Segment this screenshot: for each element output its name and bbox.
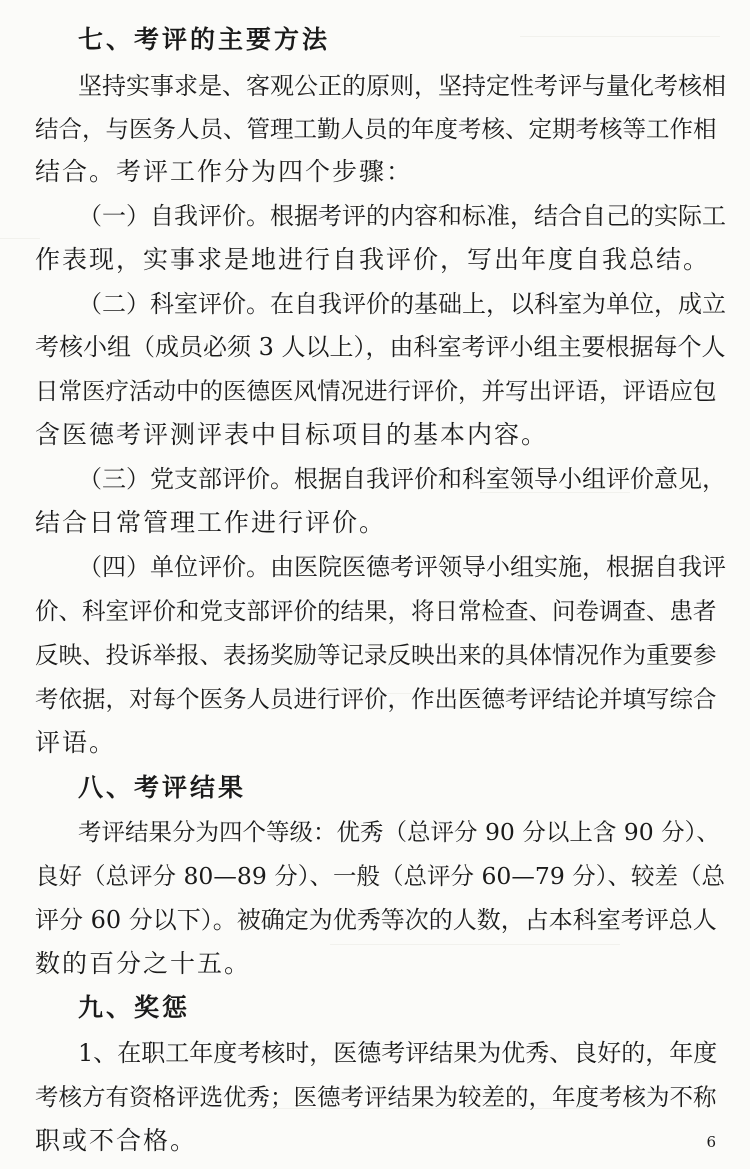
paragraph-line: 结合，与医务人员、管理工勤人员的年度考核、定期考核等工作相 bbox=[35, 115, 717, 143]
paragraph-line: 价、科室评价和党支部评价的结果，将日常检查、问卷调查、患者 bbox=[35, 597, 717, 625]
paragraph-line: （一）自我评价。根据考评的内容和标准，结合自己的实际工 bbox=[78, 202, 726, 230]
paragraph-line: （二）科室评价。在自我评价的基础上，以科室为单位，成立 bbox=[78, 290, 726, 318]
show-through-bleed bbox=[330, 944, 620, 957]
paragraph-line: 日常医疗活动中的医德医风情况进行评价，并写出评语，评语应包 bbox=[35, 377, 717, 405]
paragraph-line: 数的百分之十五。 bbox=[35, 949, 252, 978]
paragraph-line: 考核方有资格评选优秀；医德考评结果为较差的，年度考核为不称 bbox=[35, 1083, 717, 1111]
paragraph-line: 作表现，实事求是地进行自我评价，写出年度自我总结。 bbox=[35, 245, 711, 274]
show-through-bleed bbox=[520, 36, 720, 53]
section-heading-rewards: 九、奖惩 bbox=[78, 993, 191, 1022]
paragraph-line: 评语。 bbox=[35, 728, 117, 757]
paragraph-line: 反映、投诉举报、表扬奖励等记录反映出来的具体情况作为重要参 bbox=[35, 641, 717, 669]
paragraph-line: 含医德考评测评表中目标项目的基本内容。 bbox=[35, 420, 549, 449]
paragraph-line: 结合。考评工作分为四个步骤： bbox=[35, 157, 414, 186]
show-through-bleed bbox=[0, 238, 40, 251]
paragraph-line: 考评结果分为四个等级：优秀（总评分 90 分以上含 90 分）、 bbox=[78, 818, 720, 846]
section-heading-methods: 七、考评的主要方法 bbox=[78, 25, 331, 54]
paragraph-line: 坚持实事求是、客观公正的原则，坚持定性考评与量化考核相 bbox=[78, 72, 726, 100]
paragraph-line: 评分 60 分以下）。被确定为优秀等次的人数，占本科室考评总人 bbox=[35, 906, 717, 934]
paragraph-line: 考核小组（成员必须 3 人以上），由科室考评小组主要根据每个人 bbox=[35, 333, 726, 361]
paragraph-line: 职或不合格。 bbox=[35, 1126, 198, 1155]
paragraph-line: （三）党支部评价。根据自我评价和科室领导小组评价意见， bbox=[78, 465, 726, 493]
paragraph-line: 良好（总评分 80—89 分）、一般（总评分 60—79 分）、较差（总 bbox=[35, 862, 725, 890]
paragraph-line: 考依据，对每个医务人员进行评价，作出医德考评结论并填写综合 bbox=[35, 685, 717, 713]
page-number: 6 bbox=[706, 1133, 716, 1151]
section-heading-results: 八、考评结果 bbox=[78, 773, 247, 802]
paragraph-line: （四）单位评价。由医院医德考评领导小组实施，根据自我评 bbox=[78, 553, 726, 581]
paragraph-line: 1、在职工年度考核时，医德考评结果为优秀、良好的，年度 bbox=[78, 1039, 718, 1067]
paragraph-line: 结合日常管理工作进行评价。 bbox=[35, 508, 387, 537]
